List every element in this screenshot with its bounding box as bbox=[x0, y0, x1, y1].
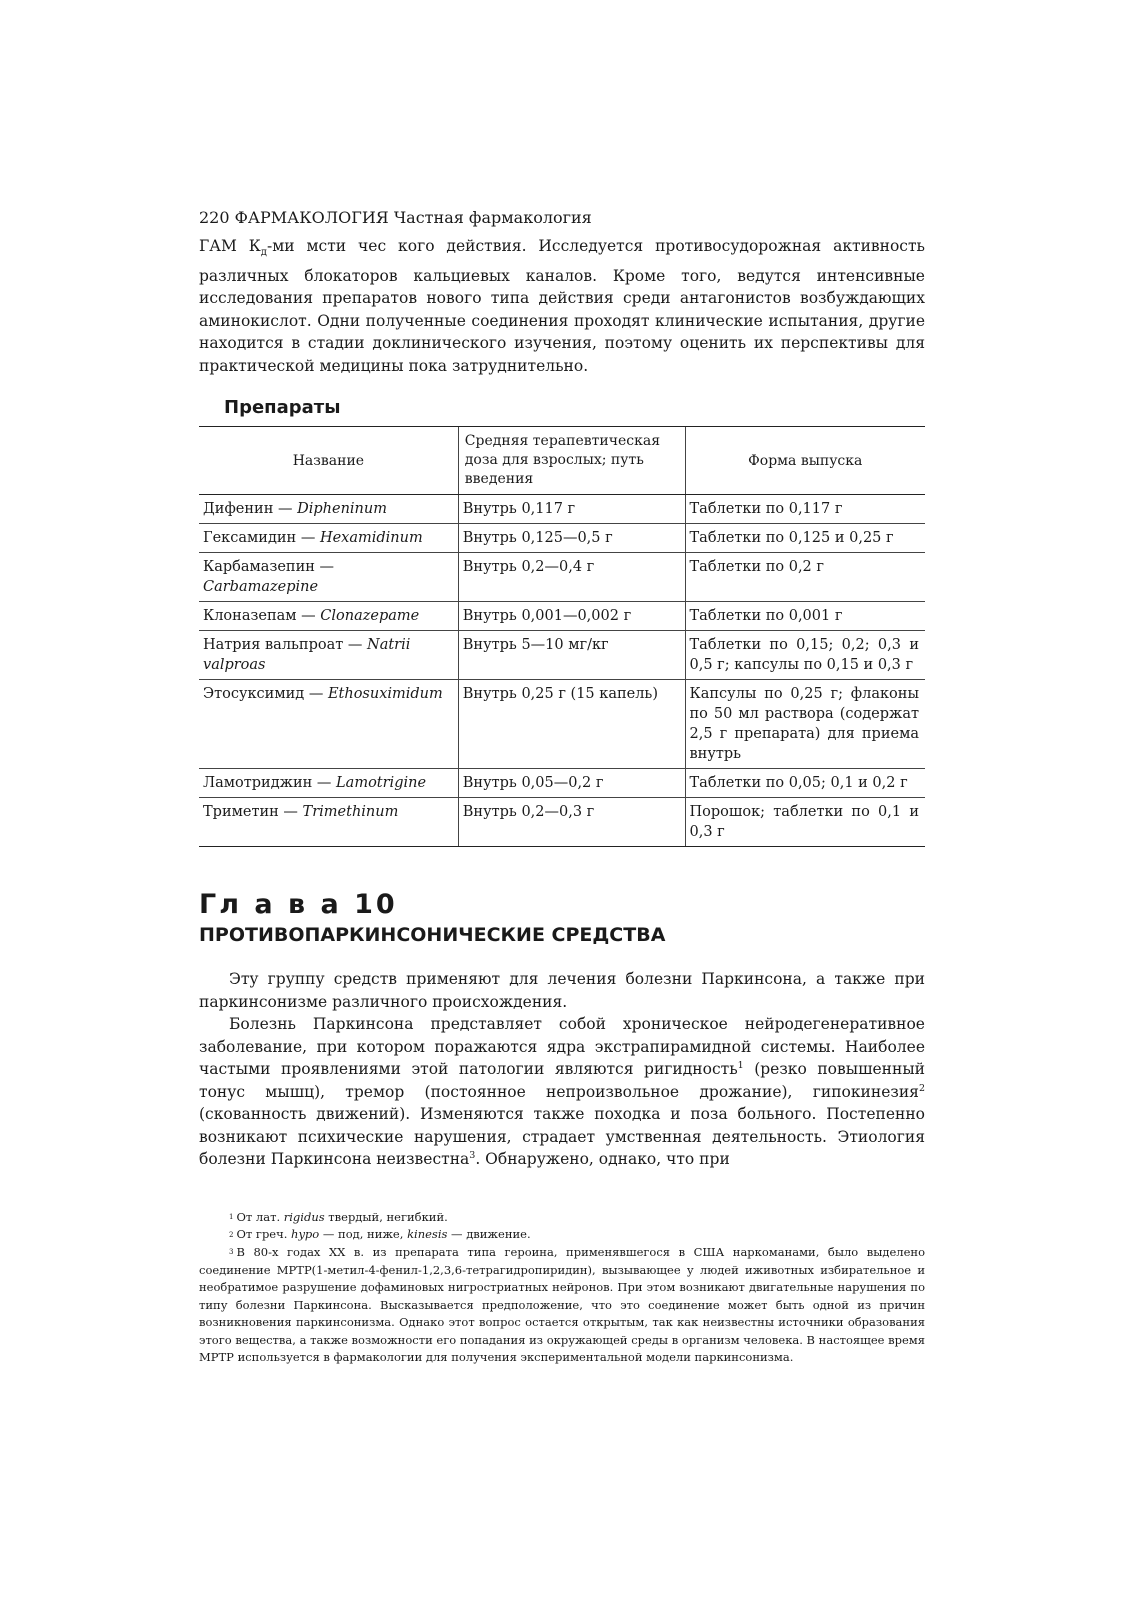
table-header-row bbox=[199, 427, 925, 495]
chapter-title: ПРОТИВОПАРКИНСОНИЧЕСКИЕ СРЕДСТВА bbox=[199, 924, 666, 947]
drug-name-lat: Trimethinum bbox=[302, 804, 399, 821]
drug-name bbox=[199, 769, 458, 798]
drug-name-ru: Триметин — bbox=[203, 804, 303, 821]
drug-name-lat: Natrii valproas bbox=[203, 637, 411, 674]
drug-dose: Внутрь 0,117 г bbox=[458, 495, 685, 524]
drug-dose: Внутрь 0,05—0,2 г bbox=[458, 769, 685, 798]
footnote-ref: 2 bbox=[918, 1082, 925, 1094]
table-row bbox=[199, 631, 925, 680]
drug-form: Таблетки по 0,125 и 0,25 г bbox=[685, 524, 925, 553]
drug-form: Таблетки по 0,117 г bbox=[685, 495, 925, 524]
drug-form: Таблетки по 0,2 г bbox=[685, 553, 925, 602]
drug-name bbox=[199, 602, 458, 631]
column-header-name: Название bbox=[199, 427, 458, 495]
table-row bbox=[199, 524, 925, 553]
footnote-text: — движение. bbox=[447, 1227, 531, 1242]
drug-dose: Внутрь 0,125—0,5 г bbox=[458, 524, 685, 553]
drug-dose: Внутрь 5—10 мг/кг bbox=[458, 631, 685, 680]
drug-name bbox=[199, 631, 458, 680]
chapter-paragraph-1: Эту группу средств применяют для лечения болезни Паркинсона, а также при паркинсонизме различного происхождения. bbox=[199, 970, 925, 1011]
footnote-mark: 2 bbox=[229, 1230, 234, 1239]
intro-text: -ми мсти чес кого действия. Исследуется противосудорожная активность различных блокаторов кальциевых каналов. Кроме того, ведутся интенсивные исследования препаратов нового типа действия среди антагонистов возбуждающих аминокислот. Одни полученные соединения проходят клинические испытания, другие находится в стадии доклинического изучения, поэтому оценить их перспективы для практической медицины пока затруднительно. bbox=[199, 237, 925, 375]
drug-name bbox=[199, 495, 458, 524]
drug-name-lat: Lamotrigine bbox=[336, 775, 427, 792]
drug-name-ru: Ламотриджин — bbox=[203, 775, 337, 792]
drugs-section-title: Препараты bbox=[224, 397, 341, 419]
drug-name bbox=[199, 553, 458, 602]
drug-name bbox=[199, 524, 458, 553]
drug-name bbox=[199, 680, 458, 769]
footnote-latin: rigidus bbox=[283, 1209, 325, 1224]
drug-dose: Внутрь 0,25 г (15 капель) bbox=[458, 680, 685, 769]
footnote-greek: hypo bbox=[291, 1227, 320, 1242]
page bbox=[199, 208, 925, 1367]
paragraph-text: Болезнь Паркинсона представляет собой хроническое нейродегенеративное заболевание, при котором поражаются ядра экстрапирамидной системы. Наиболее частыми проявлениями этой патологии являются ригидность bbox=[199, 1015, 925, 1079]
footnote-2 bbox=[199, 1226, 925, 1244]
drugs-table bbox=[199, 426, 925, 847]
drug-name-lat: Hexamidinum bbox=[319, 530, 423, 547]
table-row bbox=[199, 602, 925, 631]
intro-lead-subscript: д bbox=[260, 247, 267, 259]
footnote-ref: 1 bbox=[737, 1059, 744, 1071]
footnote-ref: 3 bbox=[469, 1149, 476, 1161]
drug-form: Таблетки по 0,05; 0,1 и 0,2 г bbox=[685, 769, 925, 798]
drug-dose: Внутрь 0,001—0,002 г bbox=[458, 602, 685, 631]
paragraph-text: (резко повышенный тонус мышц), тремор (постоянное непроизвольное дрожание), гипокинезия bbox=[199, 1060, 925, 1101]
footnote-greek: kinesis bbox=[407, 1227, 448, 1242]
footnote-text: От греч. bbox=[236, 1227, 292, 1242]
drug-form: Порошок; таблетки по 0,1 и 0,3 г bbox=[685, 798, 925, 847]
drug-name-ru: Карбамазепин — bbox=[203, 559, 335, 576]
table-row bbox=[199, 495, 925, 524]
footnote-mark: 3 bbox=[229, 1248, 234, 1257]
table-row bbox=[199, 769, 925, 798]
chapter-paragraph-2 bbox=[199, 1013, 925, 1171]
paragraph-text: . Обнаружено, однако, что при bbox=[475, 1150, 730, 1169]
table-row bbox=[199, 680, 925, 769]
drug-name-lat: Clonazepame bbox=[320, 608, 420, 625]
table-row bbox=[199, 553, 925, 602]
drug-form: Капсулы по 0,25 г; флаконы по 50 мл раствора (содержат 2,5 г препарата) для приема внутрь bbox=[685, 680, 925, 769]
footnote-mark: 1 bbox=[229, 1212, 234, 1221]
drug-name-ru: Натрия вальпроат — bbox=[203, 637, 367, 654]
drug-name-ru: Дифенин — bbox=[203, 501, 298, 518]
footnote-3 bbox=[199, 1244, 925, 1367]
footnote-text: твердый, негибкий. bbox=[324, 1209, 448, 1224]
footnote-1 bbox=[199, 1209, 925, 1227]
intro-paragraph bbox=[199, 235, 925, 377]
drug-name-ru: Гексамидин — bbox=[203, 530, 320, 547]
footnotes bbox=[199, 1209, 925, 1367]
footnote-text: — под, ниже, bbox=[319, 1227, 408, 1242]
drug-name-lat: Dipheninum bbox=[297, 501, 387, 518]
running-head: 220 ФАРМАКОЛОГИЯ Частная фармакология bbox=[199, 208, 592, 227]
drug-name-lat: Ethosuximidum bbox=[327, 686, 443, 703]
drug-name-ru: Этосуксимид — bbox=[203, 686, 328, 703]
drug-form: Таблетки по 0,001 г bbox=[685, 602, 925, 631]
intro-lead: ГАМ К bbox=[199, 237, 261, 255]
drug-dose: Внутрь 0,2—0,3 г bbox=[458, 798, 685, 847]
drug-name-ru: Клоназепам — bbox=[203, 608, 321, 625]
chapter-label: Гл а в а 10 bbox=[199, 889, 398, 921]
drug-name-lat: Carbamazepine bbox=[203, 579, 319, 596]
drug-name bbox=[199, 798, 458, 847]
paragraph-text: (скованность движений). Изменяются также походка и поза больного. Постепенно возникают психические нарушения, страдает умственная деятельность. Этиология болезни Паркинсона неизвестна bbox=[199, 1105, 925, 1169]
table-row bbox=[199, 798, 925, 847]
footnote-text: От лат. bbox=[236, 1209, 284, 1224]
drug-dose: Внутрь 0,2—0,4 г bbox=[458, 553, 685, 602]
column-header-dose: Средняя терапевтическая доза для взрослых; путь введения bbox=[458, 427, 685, 495]
footnote-text: В 80-х годах XX в. из препарата типа героина, применявшегося в США наркоманами, было выделено соединение МРТР(1-метил-4-фенил-1,2,3,6-тетрагидропиридин), вызывающее у людей иживотных избирательное и необратимое разрушение дофаминовых нигростриатных нейронов. При этом возникают двигательные нарушения по типу болезни Паркинсона. Высказывается предположение, что это соединение может быть одной из причин возникновения паркинсонизма. Однако этот вопрос остается открытым, так как неизвестны источники образования этого вещества, а также возможности его попадания из окружающей среды в организм человека. В настоящее время МРТР используется в фармакологии для получения экспериментальной модели паркинсонизма. bbox=[199, 1245, 925, 1365]
column-header-form: Форма выпуска bbox=[685, 427, 925, 495]
drug-form: Таблетки по 0,15; 0,2; 0,3 и 0,5 г; капсулы по 0,15 и 0,3 г bbox=[685, 631, 925, 680]
